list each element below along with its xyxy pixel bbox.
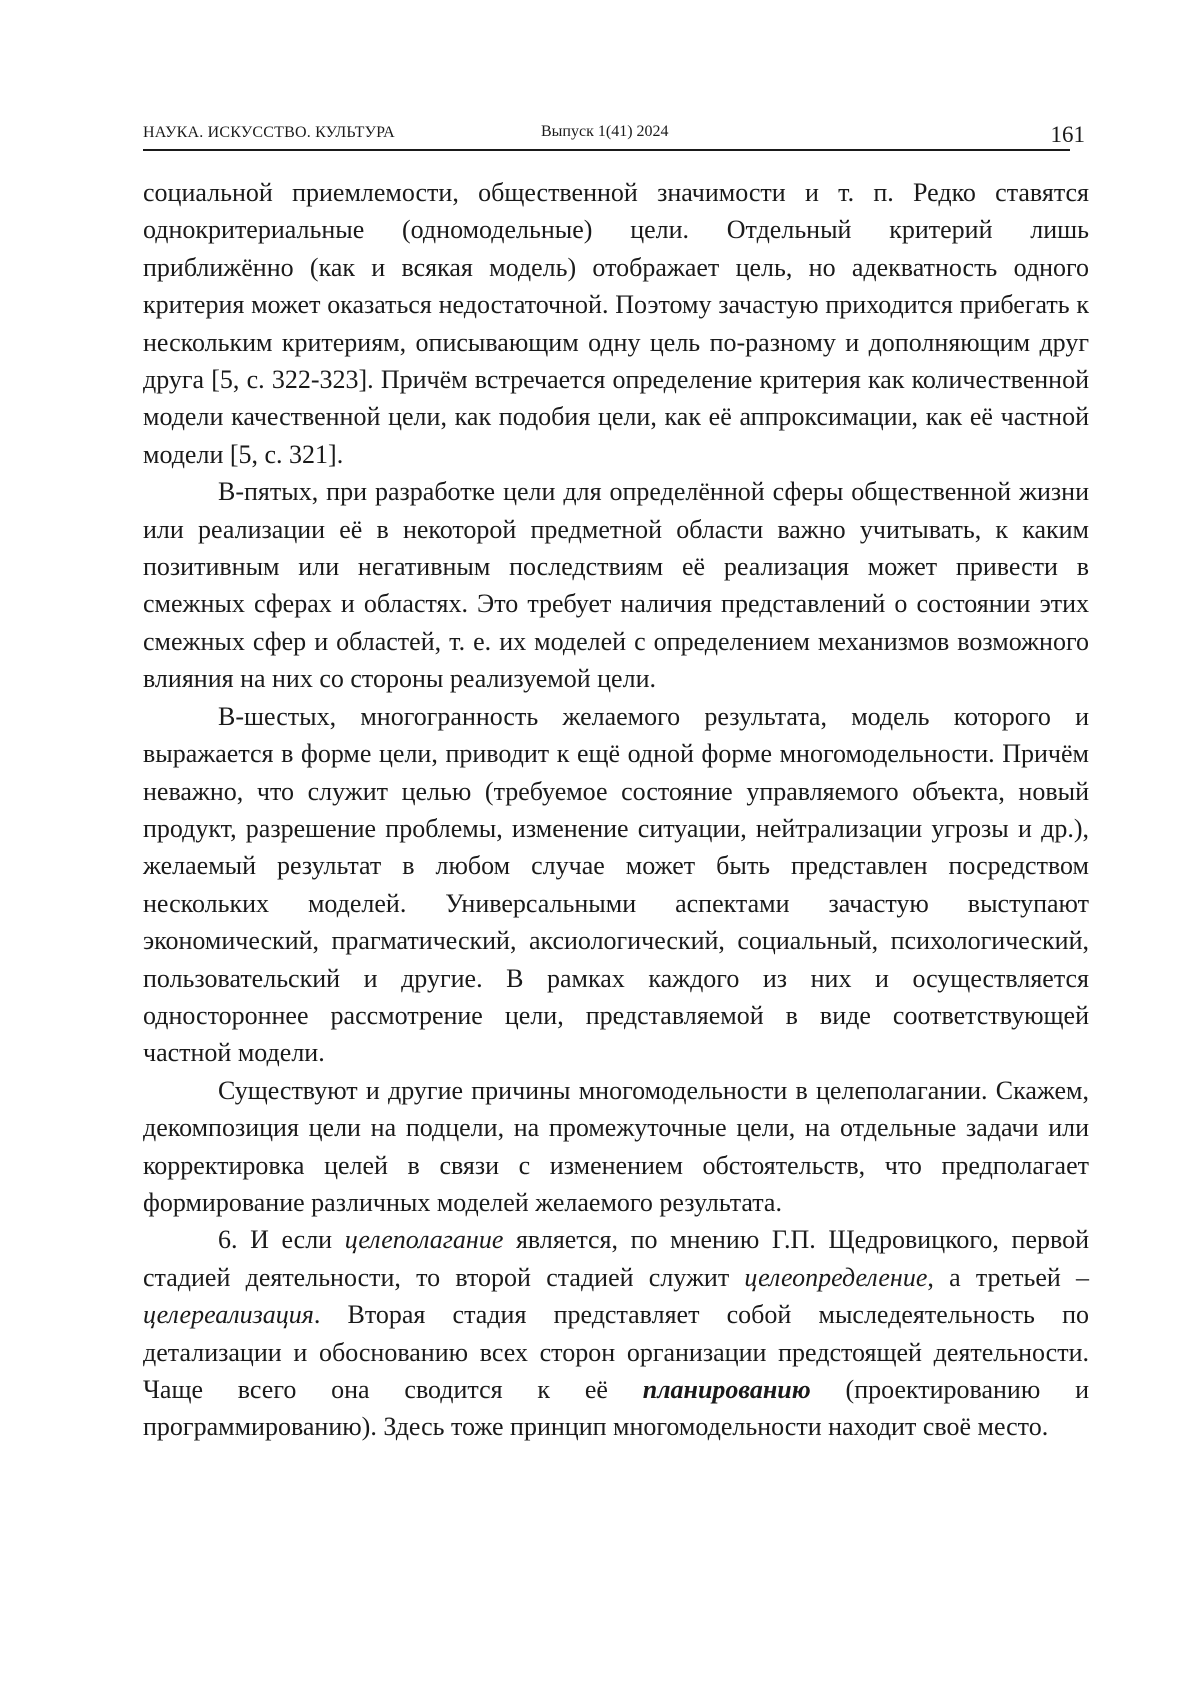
- page-number: 161: [1051, 122, 1086, 148]
- term-goal-definition: целеопределение: [744, 1263, 927, 1292]
- paragraph-text: (проектированию и программированию). Здесь тоже принцип многомодельности находит своё место.: [143, 1375, 1089, 1441]
- journal-title: НАУКА. ИСКУССТВО. КУЛЬТУРА: [143, 124, 395, 142]
- term-goal-realization: целереализация: [143, 1300, 314, 1329]
- term-goal-setting: целеполагание: [345, 1225, 504, 1254]
- issue-label: Выпуск 1(41) 2024: [541, 123, 669, 141]
- article-body: [143, 174, 1089, 1446]
- paragraph-fifth: В-пятых, при разработке цели для определённой сферы общественной жизни или реализации её в некоторой предметной области важно учитывать, к каким позитивным или негативным последствиям её реализация может привести в смежных сферах и областях. Это требует наличия представлений о состоянии этих смежных сфер и областей, т. е. их моделей с определением механизмов возможного влияния на них со стороны реализуемой цели.: [143, 473, 1089, 697]
- paragraph-text: 6. И если: [218, 1225, 345, 1254]
- running-header: [143, 116, 1093, 146]
- paragraph-text: , а третьей –: [927, 1263, 1089, 1292]
- paragraph-continuation: социальной приемлемости, общественной значимости и т. п. Редко ставятся однокритериальные (одномодельные) цели. Отдельный критерий лишь приближённо (как и всякая модель) отображает цель, но адекватность одного критерия может оказаться недостаточной. Поэтому зачастую приходится прибегать к нескольким критериям, описывающим одну цель по-разному и дополняющим друг друга [5, с. 322-323]. Причём встречается определение критерия как количественной модели качественной цели, как подобия цели, как её аппроксимации, как её частной модели [5, с. 321].: [143, 174, 1089, 473]
- term-planning: планированию: [643, 1375, 811, 1404]
- paragraph-other-reasons: Существуют и другие причины многомодельности в целеполагании. Скажем, декомпозиция цели на подцели, на промежуточные цели, на отдельные задачи или корректировка целей в связи с изменением обстоятельств, что предполагает формирование различных моделей желаемого результата.: [143, 1072, 1089, 1222]
- paragraph-text: является, по мнению Г.П. Щедровицкого, первой стадией деятельности, то второй стадией служит: [143, 1225, 1089, 1291]
- paragraph-text: . Вторая стадия представляет собой мыследеятельность по детализации и обоснованию всех сторон организации предстоящей деятельности. Чаще всего она сводится к её: [143, 1300, 1089, 1404]
- header-divider: [143, 149, 1070, 151]
- paragraph-six-stages: [143, 1221, 1089, 1445]
- paragraph-sixth: В-шестых, многогранность желаемого результата, модель которого и выражается в форме цели, приводит к ещё одной форме многомодельности. Причём неважно, что служит целью (требуемое состояние управляемого объекта, новый продукт, разрешение проблемы, изменение ситуации, нейтрализации угрозы и др.), желаемый результат в любом случае может быть представлен посредством нескольких моделей. Универсальными аспектами зачастую выступают экономический, прагматический, аксиологический, социальный, психологический, пользовательский и другие. В рамках каждого из них и осуществляется одностороннее рассмотрение цели, представляемой в виде соответствующей частной модели.: [143, 698, 1089, 1072]
